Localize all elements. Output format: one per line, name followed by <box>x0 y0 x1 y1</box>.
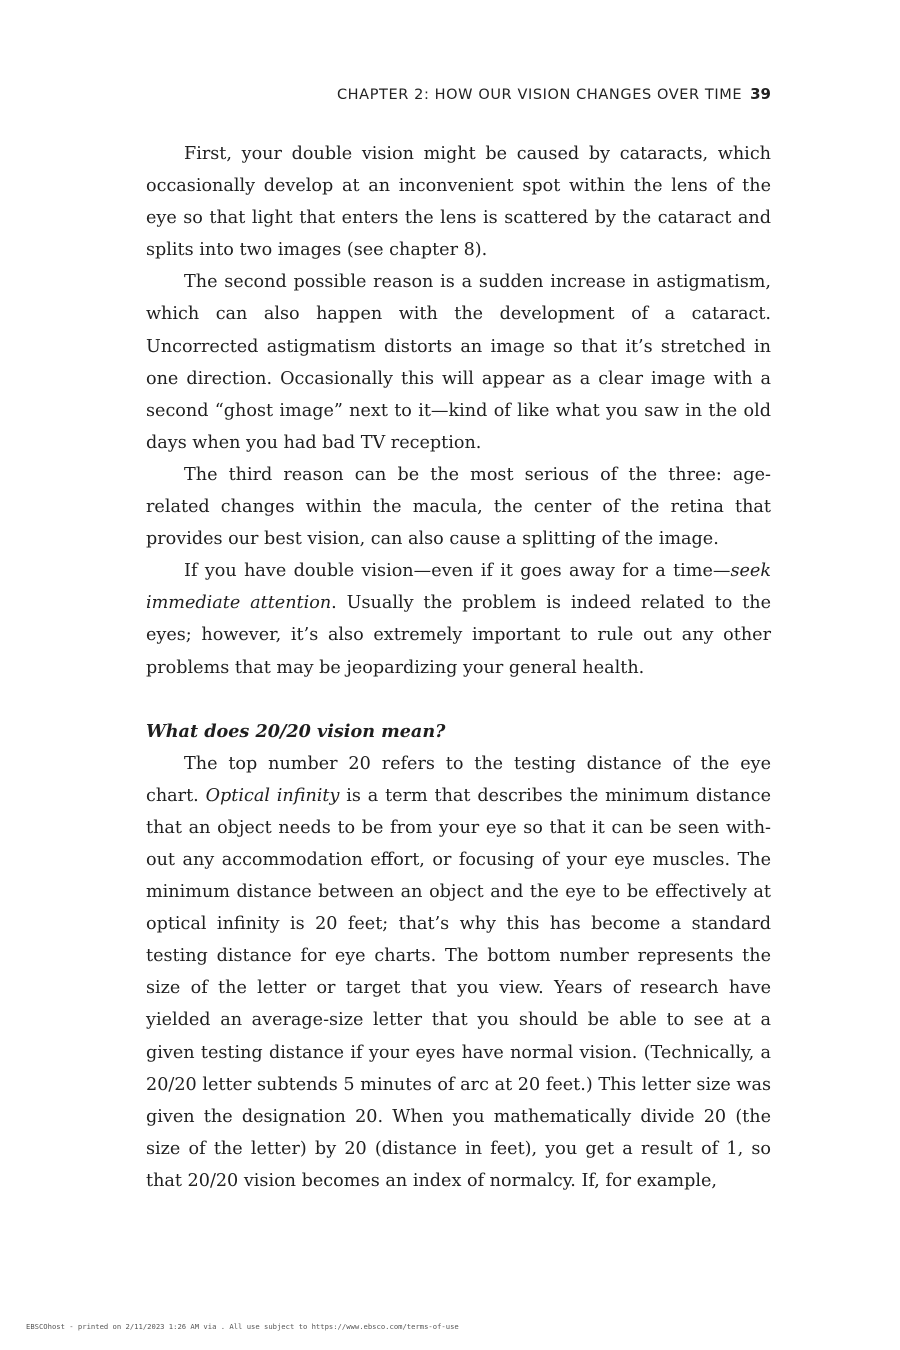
paragraph-seek-attention <box>146 555 771 683</box>
term-optical-infinity: Optical infinity <box>205 785 340 806</box>
page-number: 39 <box>750 85 771 103</box>
paragraph-20-20-end: is a term that describes the minimum distance that an object needs to be from your eye so that it can be seen without any accommodation effort, or focusing of your eye muscles. The minimum distance between an object and the eye to be effectively at optical infinity is 20 feet; that’s why this has become a standard testing distance for eye charts. The bottom number represents the size of the letter or target that you view. Years of research have yielded an average-size letter that you should be able to see at a given testing distance if your eyes have normal vision. (Technically, a 20/20 letter subtends 5 minutes of arc at 20 feet.) This letter size was given the designation 20. When you mathematically divide 20 (the size of the letter) by 20 (distance in feet), you get a result of 1, so that 20/20 vision becomes an index of normalcy. If, for example, <box>146 785 771 1191</box>
emphasis-seek-attention: seek immediate attention <box>146 561 771 614</box>
paragraph-astigmatism: The second possible reason is a sudden increase in astigmatism, which can also happen with the development of a cataract. Uncorrected astigmatism distorts an image so that it’s stretched in one direction. Occasionally this will appear as a clear image with a second “ghost image” next to it—kind of like what you saw in the old days when you had bad TV reception. <box>146 272 771 453</box>
body-text <box>146 138 771 1197</box>
paragraph-20-20-explanation <box>146 748 771 1197</box>
paragraph-cataracts: First, your double vision might be caused by cataracts, which occasionally develop at an inconvenient spot within the lens of the eye so that light that enters the lens is scattered by the cataract and splits into two images (see chapter 8). <box>146 144 771 261</box>
paragraph-20-20-start: The top number 20 refers to the testing distance of the eye chart. <box>146 753 771 806</box>
paragraph-seek-attention-start: If you have double vision—even if it goes away for a time— <box>184 561 731 582</box>
chapter-title: CHAPTER 2: HOW OUR VISION CHANGES OVER TIME <box>336 87 743 103</box>
paragraph-macula: The third reason can be the most serious of the three: age-related changes within the macula, the center of the retina that provides our best vision, can also cause a splitting of the image. <box>146 464 771 550</box>
running-header <box>337 85 771 103</box>
paragraph-seek-attention-end: . Usually the problem is indeed related to the eyes; however, it’s also extremely important to rule out any other problems that may be jeopardizing your general health. <box>146 593 772 678</box>
print-footer-note: EBSCOhost - printed on 2/11/2023 1:26 AM via . All use subject to https://www.ebsco.com/terms-of-use <box>26 1322 459 1331</box>
section-subheading: What does 20/20 vision mean? <box>146 720 446 742</box>
